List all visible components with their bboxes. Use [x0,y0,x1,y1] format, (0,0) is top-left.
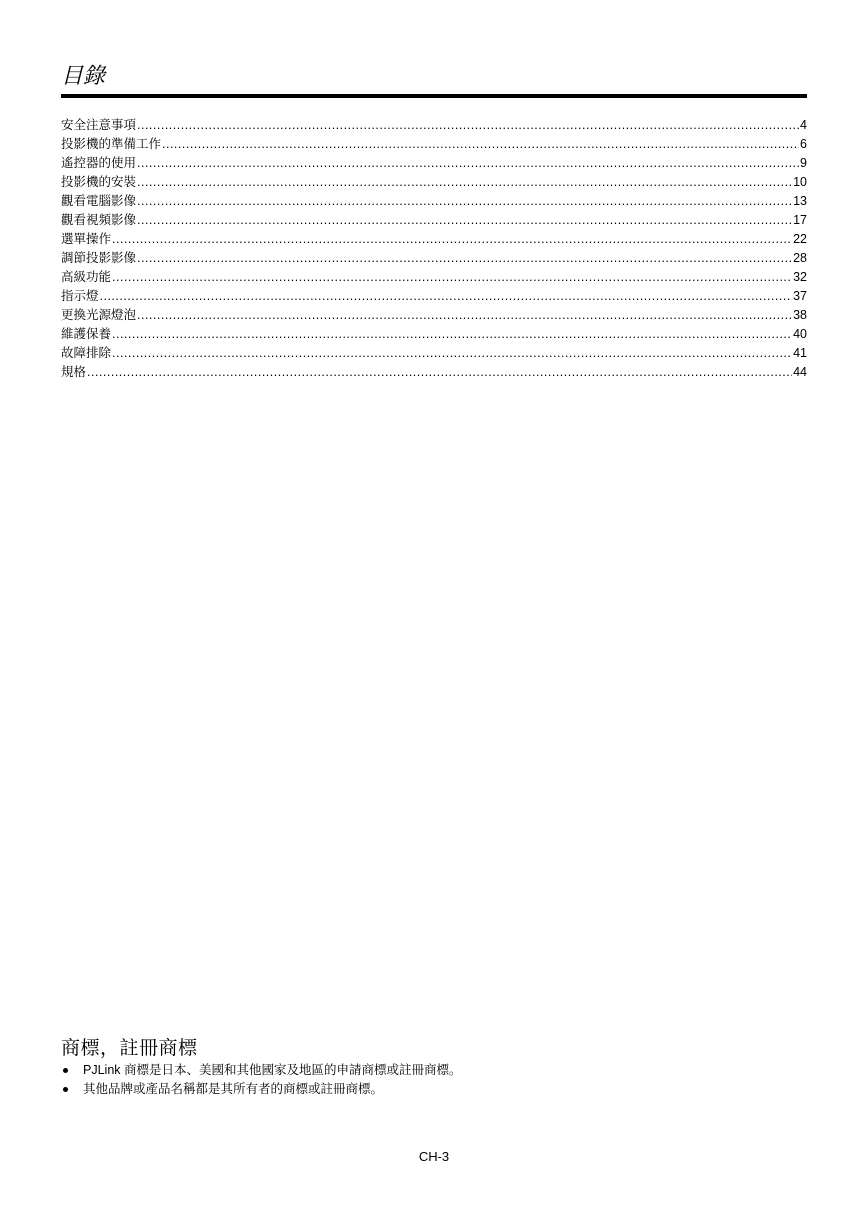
toc-entry-page: 41 [793,346,807,360]
trademark-text: PJLink 商標是日本、美國和其他國家及地區的申請商標或註冊商標。 [83,1063,462,1077]
toc-entry-label: 遙控器的使用 [61,156,137,170]
toc-entry-label: 投影機的安裝 [61,175,137,189]
toc-entry-label: 調節投影影像 [61,251,137,265]
toc-entry-label: 故障排除 [61,346,112,360]
toc-entry-page: 17 [793,213,807,227]
toc-entry-page: 9 [800,156,807,170]
page-number: CH-3 [418,1149,450,1164]
toc-entry-page: 37 [793,289,807,303]
toc-leader-dots [112,230,792,249]
list-item [61,1061,462,1080]
toc-entry-label: 觀看視頻影像 [61,213,137,227]
toc-entry[interactable] [61,306,807,325]
list-item [61,1080,462,1099]
toc-leader-dots [100,287,793,306]
toc-entry-label: 安全注意事項 [61,118,137,132]
toc-leader-dots [137,192,792,211]
toc-entry[interactable] [61,230,807,249]
toc-entry-label: 維護保養 [61,327,112,341]
toc-entry-page: 32 [793,270,807,284]
toc-entry-label: 投影機的準備工作 [61,137,162,151]
toc-entry-label: 選單操作 [61,232,112,246]
toc-leader-dots [112,344,792,363]
bullet-icon [63,1087,68,1092]
toc-entry-page: 6 [800,137,807,151]
toc-entry-label: 高級功能 [61,270,112,284]
toc-leader-dots [87,363,792,382]
toc-entry[interactable] [61,211,807,230]
toc-entry[interactable] [61,325,807,344]
toc-entry-page: 10 [793,175,807,189]
toc-leader-dots [137,116,799,135]
toc-entry[interactable] [61,363,807,382]
bullet-icon [63,1068,68,1073]
toc-leader-dots [112,325,792,344]
toc-entry[interactable] [61,173,807,192]
toc-entry[interactable] [61,135,807,154]
toc-leader-dots [162,135,799,154]
toc-entry-page: 28 [793,251,807,265]
toc-entry[interactable] [61,287,807,306]
toc-entry[interactable] [61,249,807,268]
trademarks-list [61,1061,462,1099]
toc-leader-dots [137,211,792,230]
toc-leader-dots [137,249,792,268]
toc-entry-page: 44 [793,365,807,379]
toc-entry[interactable] [61,268,807,287]
toc-entry-label: 規格 [61,365,87,379]
toc-leader-dots [137,173,792,192]
toc-entry-page: 38 [793,308,807,322]
toc-leader-dots [112,268,792,287]
table-of-contents [61,116,807,382]
toc-entry-page: 4 [800,118,807,132]
toc-entry-page: 13 [793,194,807,208]
toc-entry[interactable] [61,344,807,363]
trademark-text: 其他品牌或產品名稱都是其所有者的商標或註冊商標。 [83,1082,384,1096]
toc-entry-label: 指示燈 [61,289,99,303]
toc-entry[interactable] [61,154,807,173]
toc-leader-dots [137,154,799,173]
title-divider [61,94,807,98]
trademarks-heading: 商標，註冊商標 [61,1037,198,1059]
toc-entry-page: 40 [793,327,807,341]
toc-entry-label: 觀看電腦影像 [61,194,137,208]
toc-entry[interactable] [61,116,807,135]
page-title: 目錄 [61,64,106,89]
toc-leader-dots [137,306,792,325]
toc-entry-label: 更換光源燈泡 [61,308,137,322]
toc-entry-page: 22 [793,232,807,246]
toc-entry[interactable] [61,192,807,211]
